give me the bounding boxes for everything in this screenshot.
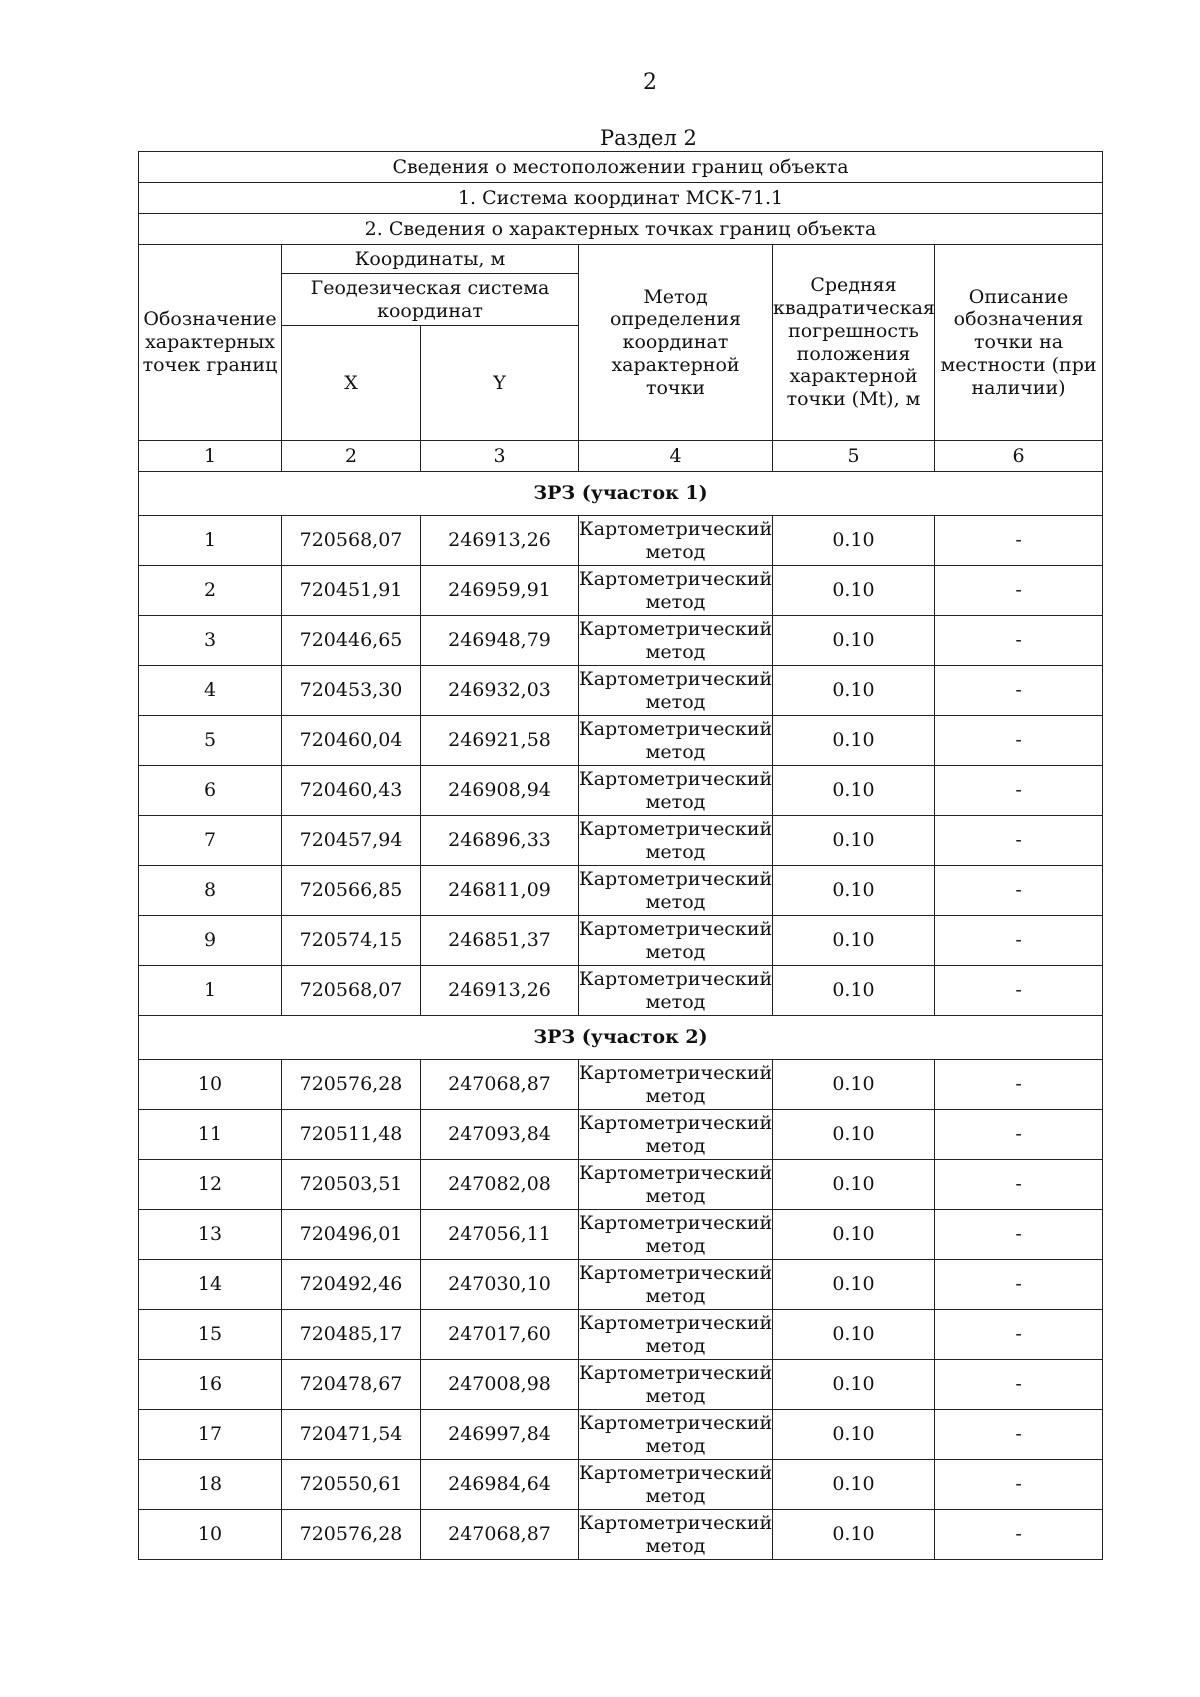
point-id: 14	[139, 1260, 282, 1310]
point-id: 5	[139, 716, 282, 766]
coord-x: 720453,30	[282, 666, 421, 716]
error-value: 0.10	[773, 1260, 935, 1310]
coord-x: 720451,91	[282, 566, 421, 616]
method-line-1: Картометрический	[579, 667, 773, 690]
error-value: 0.10	[773, 1410, 935, 1460]
method-cell	[579, 1510, 773, 1560]
point-id: 10	[139, 1060, 282, 1110]
method-line-2: метод	[645, 1334, 706, 1357]
description: -	[935, 916, 1103, 966]
point-id: 16	[139, 1360, 282, 1410]
error-value: 0.10	[773, 716, 935, 766]
method-line-1: Картометрический	[579, 1161, 773, 1184]
method-line-2: метод	[645, 1484, 706, 1507]
table-row	[139, 966, 1103, 1016]
column-number: 6	[935, 441, 1103, 472]
point-id: 3	[139, 616, 282, 666]
coord-y: 246932,03	[421, 666, 579, 716]
coord-y: 247017,60	[421, 1310, 579, 1360]
table-row	[139, 566, 1103, 616]
error-value: 0.10	[773, 866, 935, 916]
point-id: 1	[139, 966, 282, 1016]
description: -	[935, 716, 1103, 766]
point-id: 18	[139, 1460, 282, 1510]
column-number-row	[139, 441, 1103, 472]
coord-y: 246997,84	[421, 1410, 579, 1460]
method-cell	[579, 1260, 773, 1310]
description: -	[935, 766, 1103, 816]
table-row	[139, 1060, 1103, 1110]
method-cell	[579, 966, 773, 1016]
description: -	[935, 666, 1103, 716]
table-caption: Сведения о местоположении границ объекта	[139, 152, 1103, 183]
method-line-2: метод	[645, 740, 706, 763]
table-row	[139, 666, 1103, 716]
group-header-row	[139, 472, 1103, 516]
error-value: 0.10	[773, 766, 935, 816]
description: -	[935, 1410, 1103, 1460]
header-description: Описание обозначения точки на местности (при наличии)	[935, 245, 1103, 441]
description: -	[935, 1110, 1103, 1160]
method-line-1: Картометрический	[579, 967, 773, 990]
description: -	[935, 1360, 1103, 1410]
coord-y: 247030,10	[421, 1260, 579, 1310]
coord-x: 720496,01	[282, 1210, 421, 1260]
point-id: 15	[139, 1310, 282, 1360]
error-value: 0.10	[773, 816, 935, 866]
method-line-2: метод	[645, 590, 706, 613]
table-row	[139, 766, 1103, 816]
points-title-line: 2. Сведения о характерных точках границ объекта	[139, 214, 1103, 245]
description: -	[935, 816, 1103, 866]
coord-y: 246913,26	[421, 966, 579, 1016]
header-method: Метод определения координат характерной точки	[579, 245, 773, 441]
method-line-2: метод	[645, 1134, 706, 1157]
error-value: 0.10	[773, 616, 935, 666]
table-row	[139, 716, 1103, 766]
coord-x: 720566,85	[282, 866, 421, 916]
method-line-1: Картометрический	[579, 1211, 773, 1234]
table-row	[139, 1160, 1103, 1210]
table-row	[139, 1210, 1103, 1260]
description: -	[935, 966, 1103, 1016]
coord-y: 247008,98	[421, 1360, 579, 1410]
coord-x: 720460,43	[282, 766, 421, 816]
method-line-1: Картометрический	[579, 1261, 773, 1284]
description: -	[935, 866, 1103, 916]
error-value: 0.10	[773, 516, 935, 566]
error-value: 0.10	[773, 966, 935, 1016]
method-line-2: метод	[645, 1184, 706, 1207]
description: -	[935, 1510, 1103, 1560]
description: -	[935, 566, 1103, 616]
table-row	[139, 1110, 1103, 1160]
method-line-2: метод	[645, 1534, 706, 1557]
table-row	[139, 1510, 1103, 1560]
coord-x: 720550,61	[282, 1460, 421, 1510]
coord-x: 720446,65	[282, 616, 421, 666]
point-id: 17	[139, 1410, 282, 1460]
boundary-points-table	[138, 151, 1103, 1560]
method-line-1: Картометрический	[579, 1061, 773, 1084]
column-number: 3	[421, 441, 579, 472]
coord-system-line: 1. Система координат МСК-71.1	[139, 183, 1103, 214]
point-id: 2	[139, 566, 282, 616]
method-line-1: Картометрический	[579, 1461, 773, 1484]
point-id: 12	[139, 1160, 282, 1210]
method-cell	[579, 1210, 773, 1260]
method-line-1: Картометрический	[579, 1411, 773, 1434]
method-cell	[579, 1060, 773, 1110]
header-geodetic: Геодезическая система координат	[282, 274, 579, 326]
coord-y: 246908,94	[421, 766, 579, 816]
coord-x: 720576,28	[282, 1060, 421, 1110]
table-row	[139, 816, 1103, 866]
method-cell	[579, 666, 773, 716]
table-row	[139, 866, 1103, 916]
method-cell	[579, 1110, 773, 1160]
header-coordinates: Координаты, м	[282, 245, 579, 274]
error-value: 0.10	[773, 1460, 935, 1510]
coord-x: 720471,54	[282, 1410, 421, 1460]
point-id: 13	[139, 1210, 282, 1260]
column-number: 2	[282, 441, 421, 472]
table-row	[139, 616, 1103, 666]
table-row	[139, 1260, 1103, 1310]
method-line-2: метод	[645, 1234, 706, 1257]
coord-y: 247093,84	[421, 1110, 579, 1160]
coord-y: 246948,79	[421, 616, 579, 666]
method-line-1: Картометрический	[579, 867, 773, 890]
description: -	[935, 1460, 1103, 1510]
description: -	[935, 1260, 1103, 1310]
description: -	[935, 516, 1103, 566]
coord-y: 247082,08	[421, 1160, 579, 1210]
method-cell	[579, 1160, 773, 1210]
point-id: 6	[139, 766, 282, 816]
coord-x: 720492,46	[282, 1260, 421, 1310]
method-cell	[579, 566, 773, 616]
error-value: 0.10	[773, 1210, 935, 1260]
coord-y: 246811,09	[421, 866, 579, 916]
point-id: 4	[139, 666, 282, 716]
point-id: 11	[139, 1110, 282, 1160]
method-line-2: метод	[645, 840, 706, 863]
column-number: 1	[139, 441, 282, 472]
method-cell	[579, 866, 773, 916]
method-line-2: метод	[645, 1284, 706, 1307]
method-line-1: Картометрический	[579, 767, 773, 790]
error-value: 0.10	[773, 566, 935, 616]
method-line-2: метод	[645, 540, 706, 563]
header-y: Y	[421, 326, 579, 441]
coord-x: 720478,67	[282, 1360, 421, 1410]
header-x: X	[282, 326, 421, 441]
description: -	[935, 1210, 1103, 1260]
group-title: ЗРЗ (участок 1)	[139, 472, 1103, 516]
error-value: 0.10	[773, 1310, 935, 1360]
coord-x: 720574,15	[282, 916, 421, 966]
method-cell	[579, 916, 773, 966]
method-cell	[579, 616, 773, 666]
coord-y: 247056,11	[421, 1210, 579, 1260]
point-id: 7	[139, 816, 282, 866]
method-line-1: Картометрический	[579, 917, 773, 940]
description: -	[935, 616, 1103, 666]
coord-y: 246913,26	[421, 516, 579, 566]
method-line-2: метод	[645, 790, 706, 813]
group-header-row	[139, 1016, 1103, 1060]
error-value: 0.10	[773, 1510, 935, 1560]
coord-x: 720568,07	[282, 516, 421, 566]
point-id: 8	[139, 866, 282, 916]
method-line-1: Картометрический	[579, 1511, 773, 1534]
method-cell	[579, 1360, 773, 1410]
method-cell	[579, 716, 773, 766]
coord-x: 720503,51	[282, 1160, 421, 1210]
method-line-1: Картометрический	[579, 817, 773, 840]
method-cell	[579, 1410, 773, 1460]
error-value: 0.10	[773, 666, 935, 716]
header-error: Средняя квадратическая погрешность положения характерной точки (Mt), м	[773, 245, 935, 441]
error-value: 0.10	[773, 1110, 935, 1160]
point-id: 9	[139, 916, 282, 966]
table-row	[139, 1410, 1103, 1460]
column-number: 4	[579, 441, 773, 472]
method-line-1: Картометрический	[579, 1111, 773, 1134]
coord-x: 720511,48	[282, 1110, 421, 1160]
coord-x: 720460,04	[282, 716, 421, 766]
method-line-2: метод	[645, 690, 706, 713]
method-line-2: метод	[645, 990, 706, 1013]
coord-y: 246984,64	[421, 1460, 579, 1510]
method-line-1: Картометрический	[579, 1311, 773, 1334]
method-line-2: метод	[645, 1434, 706, 1457]
coord-x: 720485,17	[282, 1310, 421, 1360]
coord-y: 246851,37	[421, 916, 579, 966]
method-cell	[579, 1460, 773, 1510]
table-row	[139, 1360, 1103, 1410]
method-line-2: метод	[645, 640, 706, 663]
error-value: 0.10	[773, 1160, 935, 1210]
description: -	[935, 1310, 1103, 1360]
column-number: 5	[773, 441, 935, 472]
page-number: 2	[643, 70, 657, 95]
coord-y: 247068,87	[421, 1060, 579, 1110]
point-id: 1	[139, 516, 282, 566]
method-line-1: Картометрический	[579, 517, 773, 540]
table-row	[139, 1310, 1103, 1360]
table-row	[139, 916, 1103, 966]
table-row	[139, 1460, 1103, 1510]
section-title: Раздел 2	[600, 126, 697, 150]
error-value: 0.10	[773, 1360, 935, 1410]
method-line-2: метод	[645, 1384, 706, 1407]
table-row	[139, 516, 1103, 566]
group-title: ЗРЗ (участок 2)	[139, 1016, 1103, 1060]
method-line-2: метод	[645, 890, 706, 913]
error-value: 0.10	[773, 1060, 935, 1110]
coord-x: 720576,28	[282, 1510, 421, 1560]
method-cell	[579, 1310, 773, 1360]
coord-y: 246959,91	[421, 566, 579, 616]
method-line-1: Картометрический	[579, 1361, 773, 1384]
coord-y: 247068,87	[421, 1510, 579, 1560]
method-cell	[579, 816, 773, 866]
method-line-1: Картометрический	[579, 567, 773, 590]
coord-y: 246921,58	[421, 716, 579, 766]
header-designation: Обозначение характерных точек границ	[139, 245, 282, 441]
method-line-2: метод	[645, 940, 706, 963]
point-id: 10	[139, 1510, 282, 1560]
error-value: 0.10	[773, 916, 935, 966]
coord-y: 246896,33	[421, 816, 579, 866]
method-line-2: метод	[645, 1084, 706, 1107]
description: -	[935, 1160, 1103, 1210]
description: -	[935, 1060, 1103, 1110]
method-cell	[579, 516, 773, 566]
method-line-1: Картометрический	[579, 617, 773, 640]
coord-x: 720568,07	[282, 966, 421, 1016]
coord-x: 720457,94	[282, 816, 421, 866]
method-line-1: Картометрический	[579, 717, 773, 740]
method-cell	[579, 766, 773, 816]
